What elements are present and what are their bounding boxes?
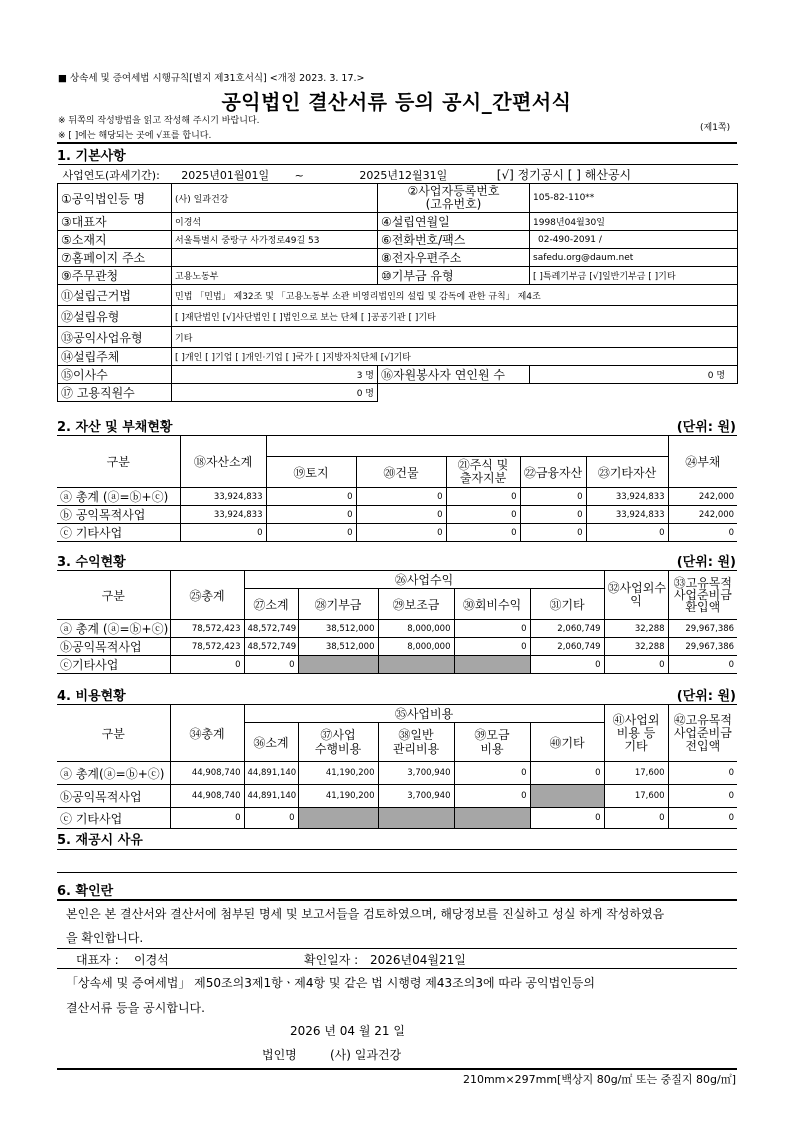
founding-date-label: ④설립연월일: [378, 213, 530, 231]
phone-label: ⑥전화번호/팩스: [378, 231, 530, 249]
table-row: [57, 638, 737, 656]
info-row: [58, 267, 738, 285]
rep-sign-name: 이경석: [134, 953, 169, 967]
revenue-col-nonbiz: ㉜사업외수 익: [604, 571, 668, 620]
basic-info-table: [57, 164, 738, 402]
row-label: ⓐ 총계 (ⓐ=ⓑ+ⓒ): [57, 620, 170, 638]
note-instructions: ※ 뒤쪽의 작성방법을 읽고 작성해 주시기 바랍니다.: [58, 116, 260, 126]
cell: 0: [180, 524, 266, 542]
paper-spec: 210mm×297mm[백상지 80g/㎡ 또는 중질지 80g/㎡]: [462, 1073, 736, 1086]
cell: 0: [170, 656, 244, 674]
row-label: ⓒ 기타사업: [57, 808, 170, 829]
assets-col-land: ⑲토지: [266, 457, 356, 488]
revenue-col-reserve: ㉝고유목적 사업준비금 환입액: [668, 571, 737, 620]
confirm-date-label: 확인일자 :: [304, 953, 359, 967]
directors-label: ⑮이사수: [58, 366, 172, 384]
row-label: ⓒ기타사업: [57, 656, 170, 674]
cell: 0: [356, 524, 446, 542]
public-biz-type-label: ⑬공익사업유형: [58, 327, 172, 348]
period-row: [58, 165, 738, 184]
confirm-text-1: 본인은 본 결산서와 결산서에 첨부된 명세 및 보고서들을 검토하였으며, 해당정보를 진실하고 성실 하게 작성하였음: [66, 907, 665, 921]
homepage-label: ⑦홈페이지 주소: [58, 249, 172, 267]
revenue-col-biz: ㉖사업수익: [244, 571, 604, 589]
org-name-value: (사) 일과건강: [172, 184, 378, 213]
cell: 0: [454, 785, 530, 808]
cell: 33,924,833: [180, 488, 266, 506]
row-label: ⓑ공익목적사업: [57, 638, 170, 656]
section-confirm-heading: 6. 확인란: [57, 884, 114, 899]
cell: 0: [454, 620, 530, 638]
donation-type-value: [ ]특례기부금 [√]일반기부금 [ ]기타: [530, 267, 738, 285]
homepage-value: [172, 249, 378, 267]
authority-value: 고용노동부: [172, 267, 378, 285]
cell: 0: [446, 524, 520, 542]
cell: 33,924,833: [586, 506, 668, 524]
divider: [57, 968, 737, 969]
cell: 0: [244, 656, 298, 674]
cell-disabled: [454, 656, 530, 674]
cell: 3,700,940: [378, 762, 454, 785]
cell: 44,891,140: [244, 785, 298, 808]
disclosure-date: 2026 년 04 월 21 일: [290, 1024, 405, 1038]
row-label: ⓐ 총계 (ⓐ=ⓑ+ⓒ): [57, 488, 180, 506]
row-label: ⓑ공익목적사업: [57, 785, 170, 808]
confirm-date-value: 2026년04월21일: [370, 953, 466, 967]
bizno-value: 105-82-110**: [530, 184, 738, 213]
legal-basis-label: ⑪설립근거법: [58, 285, 172, 306]
address-value: 서울특별시 중랑구 사가정로49길 53: [172, 231, 378, 249]
founder-label: ⑭설립주체: [58, 348, 172, 366]
cell: 0: [668, 762, 737, 785]
info-row: [58, 327, 738, 348]
revenue-table: [57, 570, 737, 674]
table-row: [57, 785, 737, 808]
confirm-text-2: 을 확인합니다.: [66, 931, 144, 945]
cell-disabled: [298, 656, 378, 674]
assets-col-building: ⑳건물: [356, 457, 446, 488]
divider: [57, 142, 737, 144]
cell: 8,000,000: [378, 620, 454, 638]
law-text-2: 결산서류 등을 공시합니다.: [66, 1001, 205, 1015]
assets-col-gubun: 구분: [57, 436, 180, 488]
row-label: ⓐ 총계(ⓐ=ⓑ+ⓒ): [57, 762, 170, 785]
cell: 0: [530, 762, 604, 785]
cell: 0: [356, 488, 446, 506]
cell: 0: [668, 524, 737, 542]
form-reference: ■ 상속세 및 증여세법 시행규칙[별지 제31호서식] <개정 2023. 3. 17.>: [58, 73, 365, 84]
rep-value: 이경석: [172, 213, 378, 231]
revenue-col-subsidy: ㉙보조금: [378, 589, 454, 620]
employees-label: ⑰ 고용직원수: [58, 384, 172, 402]
cell: 0: [266, 488, 356, 506]
cell: 3,700,940: [378, 785, 454, 808]
expense-col-biz: ㉟사업비용: [244, 705, 604, 723]
cell: 48,572,749: [244, 638, 298, 656]
revenue-col-etc: ㉛기타: [530, 589, 604, 620]
employees-value: 0 명: [172, 384, 378, 402]
cell: 2,060,749: [530, 620, 604, 638]
cell: 44,908,740: [170, 785, 244, 808]
cell: 33,924,833: [180, 506, 266, 524]
info-row: [58, 184, 738, 213]
cell: 0: [586, 524, 668, 542]
table-row: [57, 620, 737, 638]
cell: 44,891,140: [244, 762, 298, 785]
cell: 32,288: [604, 638, 668, 656]
org-name-label: ①공익법인등 명: [58, 184, 172, 213]
revenue-col-donation: ㉘기부금: [298, 589, 378, 620]
cell: 0: [668, 808, 737, 829]
volunteers-value: 0 명: [530, 366, 738, 384]
founder-value: [ ]개인 [ ]기업 [ ]개인·기업 [ ]국가 [ ]지방자치단체 [√]기타: [172, 348, 738, 366]
info-row: [58, 213, 738, 231]
section-assets-heading: 2. 자산 및 부채현황: [57, 420, 173, 435]
founding-type-value: [ ]재단법인 [√]사단법인 [ ]법인으로 보는 단체 [ ]공공기관 [ ]기타: [172, 306, 738, 327]
cell-disabled: [454, 808, 530, 829]
law-text-1: 「상속세 및 증여세법」 제50조의3제1항ㆍ제4항 및 같은 법 시행령 제43조의3에 따라 공익법인등의: [66, 976, 595, 990]
cell: 78,572,423: [170, 638, 244, 656]
rep-label: ③대표자: [58, 213, 172, 231]
cell: 0: [446, 506, 520, 524]
cell: 0: [520, 524, 586, 542]
section-revenue-heading: 3. 수익현황: [57, 555, 126, 570]
expense-col-fund: ㊴모금 비용: [454, 723, 530, 762]
cell: 0: [244, 808, 298, 829]
cell: 41,190,200: [298, 785, 378, 808]
cell-disabled: [378, 808, 454, 829]
expense-col-etc: ㊵기타: [530, 723, 604, 762]
table-row: [57, 808, 737, 829]
disclosure-type: [√] 정기공시 [ ] 해산공시: [496, 167, 632, 182]
cell: 48,572,749: [244, 620, 298, 638]
assets-col-debt: ㉔부채: [668, 436, 737, 488]
rep-sign-label: 대표자 :: [76, 953, 119, 967]
table-row: [57, 488, 737, 506]
assets-col-total: ⑱자산소계: [180, 436, 266, 488]
info-row: [58, 348, 738, 366]
cell: 0: [520, 506, 586, 524]
cell: 41,190,200: [298, 762, 378, 785]
corp-name: (사) 일과건강: [330, 1048, 402, 1062]
cell: 0: [604, 656, 668, 674]
assets-col-other: ㉓기타자산: [586, 457, 668, 488]
volunteers-label: ⑯자원봉사자 연인원 수: [378, 366, 530, 384]
cell: 29,967,386: [668, 620, 737, 638]
directors-value: 3 명: [172, 366, 378, 384]
row-label: ⓑ 공익목적사업: [57, 506, 180, 524]
expense-col-reserve: ㊷고유목적 사업준비금 전입액: [668, 705, 737, 762]
address-label: ⑤소재지: [58, 231, 172, 249]
divider: [57, 849, 737, 850]
expense-col-nonbiz: ㊶사업외 비용 등 기타: [604, 705, 668, 762]
expense-col-admin: ㊳일반 관리비용: [378, 723, 454, 762]
cell: 2,060,749: [530, 638, 604, 656]
table-row: [57, 524, 737, 542]
revenue-col-sub: ㉗소계: [244, 589, 298, 620]
cell: 0: [530, 808, 604, 829]
email-label: ⑧전자우편주소: [378, 249, 530, 267]
expense-col-sub: ㊱소계: [244, 723, 298, 762]
expense-col-exec: ㊲사업 수행비용: [298, 723, 378, 762]
cell: 8,000,000: [378, 638, 454, 656]
revenue-col-fee: ㉚회비수익: [454, 589, 530, 620]
cell: 0: [454, 638, 530, 656]
cell: 242,000: [668, 488, 737, 506]
cell: 0: [446, 488, 520, 506]
cell: 17,600: [604, 762, 668, 785]
period-end: 2025년12월31일: [359, 168, 448, 182]
cell-disabled: [530, 785, 604, 808]
divider: [57, 899, 737, 901]
note-checkmark: ※ [ ]에는 해당되는 곳에 √표를 합니다.: [58, 131, 212, 141]
expense-col-gubun: 구분: [57, 705, 170, 762]
cell: 38,512,000: [298, 620, 378, 638]
period-tilde: ~: [294, 168, 304, 182]
public-biz-type-value: 기타: [172, 327, 738, 348]
page-title: 공익법인 결산서류 등의 공시_간편서식: [221, 90, 572, 114]
cell: 0: [604, 808, 668, 829]
cell: 0: [266, 506, 356, 524]
info-row: [58, 285, 738, 306]
section-expense-heading: 4. 비용현황: [57, 689, 126, 704]
revenue-unit: (단위: 원): [676, 555, 736, 570]
section-basic-heading: 1. 기본사항: [57, 149, 126, 164]
cell: 33,924,833: [586, 488, 668, 506]
phone-value: 02-490-2091 /: [530, 231, 738, 249]
founding-type-label: ⑫설립유형: [58, 306, 172, 327]
cell: 0: [530, 656, 604, 674]
cell: 0: [454, 762, 530, 785]
donation-type-label: ⑩기부금 유형: [378, 267, 530, 285]
cell: 78,572,423: [170, 620, 244, 638]
assets-table: [57, 435, 737, 542]
divider: [57, 872, 737, 873]
founding-date-value: 1998년04월30일: [530, 213, 738, 231]
revenue-col-gubun: 구분: [57, 571, 170, 620]
expense-unit: (단위: 원): [676, 689, 736, 704]
period-start: 2025년01월01일: [181, 168, 270, 182]
cell-disabled: [378, 656, 454, 674]
bizno-label: ②사업자등록번호 (고유번호): [378, 184, 530, 213]
table-row: [57, 762, 737, 785]
cell: 44,908,740: [170, 762, 244, 785]
cell: 0: [668, 785, 737, 808]
table-row: [57, 506, 737, 524]
email-value: safedu.org@daum.net: [530, 249, 738, 267]
period-label: 사업연도(과세기간):: [62, 168, 160, 182]
authority-label: ⑨주무관청: [58, 267, 172, 285]
corp-label: 법인명: [262, 1048, 297, 1062]
revenue-col-total: ㉕총계: [170, 571, 244, 620]
page-number: (제1쪽): [700, 123, 731, 133]
cell: 17,600: [604, 785, 668, 808]
cell: 242,000: [668, 506, 737, 524]
legal-basis-value: 민법 「민법」 제32조 및 「고용노동부 소관 비영리법인의 설립 및 감독에 관한 규칙」 제4조: [172, 285, 738, 306]
cell: 32,288: [604, 620, 668, 638]
expense-col-total: ㉞총계: [170, 705, 244, 762]
info-row: [58, 231, 738, 249]
section-redisclosure-heading: 5. 재공시 사유: [57, 833, 143, 848]
info-row: [58, 306, 738, 327]
cell: 38,512,000: [298, 638, 378, 656]
assets-col-financial: ㉒금융자산: [520, 457, 586, 488]
expense-table: [57, 704, 737, 829]
row-label: ⓒ 기타사업: [57, 524, 180, 542]
divider: [57, 1068, 737, 1070]
cell: 0: [520, 488, 586, 506]
info-row: [58, 384, 738, 402]
cell: 29,967,386: [668, 638, 737, 656]
info-row: [58, 366, 738, 384]
assets-col-stock: ㉑주식 및 출자지분: [446, 457, 520, 488]
info-row: [58, 249, 738, 267]
cell: 0: [266, 524, 356, 542]
assets-unit: (단위: 원): [676, 420, 736, 435]
cell: 0: [356, 506, 446, 524]
cell: 0: [668, 656, 737, 674]
cell-disabled: [298, 808, 378, 829]
table-row: [57, 656, 737, 674]
cell: 0: [170, 808, 244, 829]
divider: [57, 948, 737, 949]
